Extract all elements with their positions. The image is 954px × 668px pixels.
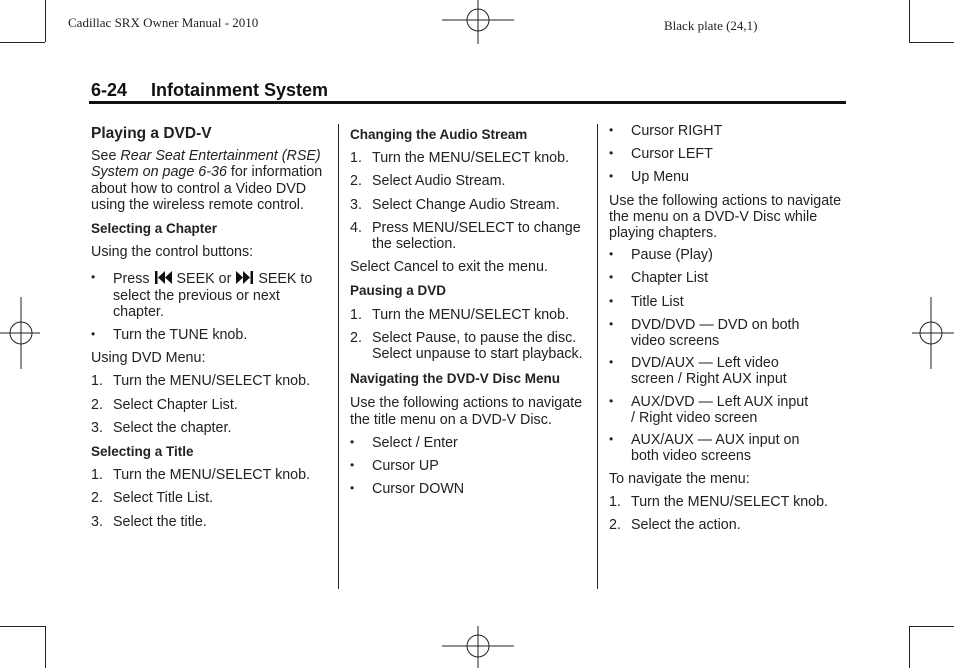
list-item: • Pause (Play) bbox=[609, 247, 713, 264]
column-2 bbox=[350, 127, 590, 497]
plate-label: Black plate (24,1) bbox=[664, 18, 758, 33]
page-number: 6-24 bbox=[91, 80, 128, 100]
crop-mark bbox=[45, 626, 46, 668]
heading-audio-stream: Changing the Audio Stream bbox=[350, 127, 528, 142]
column-divider bbox=[338, 124, 339, 589]
step-item: 1. Turn the MENU/SELECT knob. bbox=[91, 467, 311, 484]
registration-mark-left bbox=[0, 297, 40, 369]
heading-selecting-title: Selecting a Title bbox=[91, 444, 194, 460]
step-item: 2. Select the action. bbox=[609, 516, 741, 533]
chapter-intro: Using the control buttons: bbox=[91, 244, 254, 261]
step-item: 2. Select Chapter List. bbox=[91, 396, 238, 413]
list-item: • DVD/DVD — DVD on both video screens bbox=[609, 316, 800, 350]
registration-mark-right bbox=[912, 297, 954, 369]
header-rule bbox=[89, 101, 846, 104]
intro-paragraph: See Rear Seat Entertainment (RSE) System on page 6-36 for information about how to control a Video DVD using the wireless remote control. bbox=[91, 148, 323, 213]
list-item: • Press SEEK or SEEK to select the previous or next chapter. bbox=[91, 270, 313, 320]
column-divider bbox=[597, 124, 598, 589]
column-3 bbox=[609, 123, 849, 533]
crop-mark bbox=[909, 0, 910, 42]
crop-mark bbox=[909, 42, 954, 43]
step-item: 2. Select Title List. bbox=[91, 490, 214, 507]
list-item: • Cursor UP bbox=[350, 458, 439, 475]
navigate-intro: To navigate the menu: bbox=[609, 471, 750, 488]
list-item: • Cursor RIGHT bbox=[609, 123, 723, 139]
nav-intro: Use the following actions to navigate the title menu on a DVD-V Disc. bbox=[350, 395, 583, 428]
heading-navigating-menu: Navigating the DVD-V Disc Menu bbox=[350, 371, 561, 387]
step-item: 2. Select Pause, to pause the disc. Select unpause to start playback. bbox=[350, 329, 583, 363]
registration-mark-top bbox=[442, 0, 514, 46]
step-item: 1. Turn the MENU/SELECT knob. bbox=[91, 373, 311, 390]
heading-playing-dvd: Playing a DVD-V bbox=[91, 125, 212, 142]
list-item: • Chapter List bbox=[609, 270, 709, 287]
registration-mark-bottom bbox=[442, 626, 514, 668]
heading-pausing-dvd: Pausing a DVD bbox=[350, 283, 447, 299]
crop-mark bbox=[909, 626, 954, 627]
step-item: 1. Turn the MENU/SELECT knob. bbox=[350, 306, 570, 323]
cancel-note: Select Cancel to exit the menu. bbox=[350, 259, 548, 276]
column-1 bbox=[91, 126, 323, 530]
list-item: • Turn the TUNE knob. bbox=[91, 327, 248, 344]
list-item: • DVD/AUX — Left video screen / Right AUX input bbox=[609, 355, 787, 388]
seek-forward-icon bbox=[235, 270, 254, 285]
step-item: 2. Select Audio Stream. bbox=[350, 173, 506, 190]
chapters-intro: Use the following actions to navigate the menu on a DVD-V Disc while playing chapters. bbox=[609, 192, 842, 242]
cross-reference-link[interactable]: Rear Seat Entertainment (RSE) System on page 6-36 bbox=[91, 148, 321, 181]
list-item: • Up Menu bbox=[609, 169, 690, 186]
step-item: 1. Turn the MENU/SELECT knob. bbox=[350, 150, 570, 167]
crop-mark bbox=[909, 626, 910, 668]
page-heading bbox=[91, 80, 328, 101]
list-item: • Select / Enter bbox=[350, 434, 458, 451]
crop-mark bbox=[0, 626, 45, 627]
step-item: 3. Select the chapter. bbox=[91, 419, 232, 436]
heading-selecting-chapter: Selecting a Chapter bbox=[91, 221, 218, 237]
seek-back-icon bbox=[154, 270, 173, 285]
step-item: 4. Press MENU/SELECT to change the selection. bbox=[350, 219, 581, 253]
step-item: 3. Select Change Audio Stream. bbox=[350, 196, 560, 213]
list-item: • AUX/AUX — AUX input on both video screens bbox=[609, 432, 800, 465]
list-item: • Title List bbox=[609, 293, 684, 310]
step-item: 3. Select the title. bbox=[91, 513, 207, 530]
crop-mark bbox=[45, 0, 46, 42]
list-item: • Cursor DOWN bbox=[350, 481, 465, 498]
step-item: 1. Turn the MENU/SELECT knob. bbox=[609, 493, 829, 510]
list-item: • Cursor LEFT bbox=[609, 146, 713, 163]
section-title: Infotainment System bbox=[151, 80, 329, 100]
manual-title: Cadillac SRX Owner Manual - 2010 bbox=[68, 15, 259, 30]
crop-mark bbox=[0, 42, 45, 43]
menu-intro: Using DVD Menu: bbox=[91, 350, 206, 367]
list-item: • AUX/DVD — Left AUX input / Right video screen bbox=[609, 393, 809, 426]
